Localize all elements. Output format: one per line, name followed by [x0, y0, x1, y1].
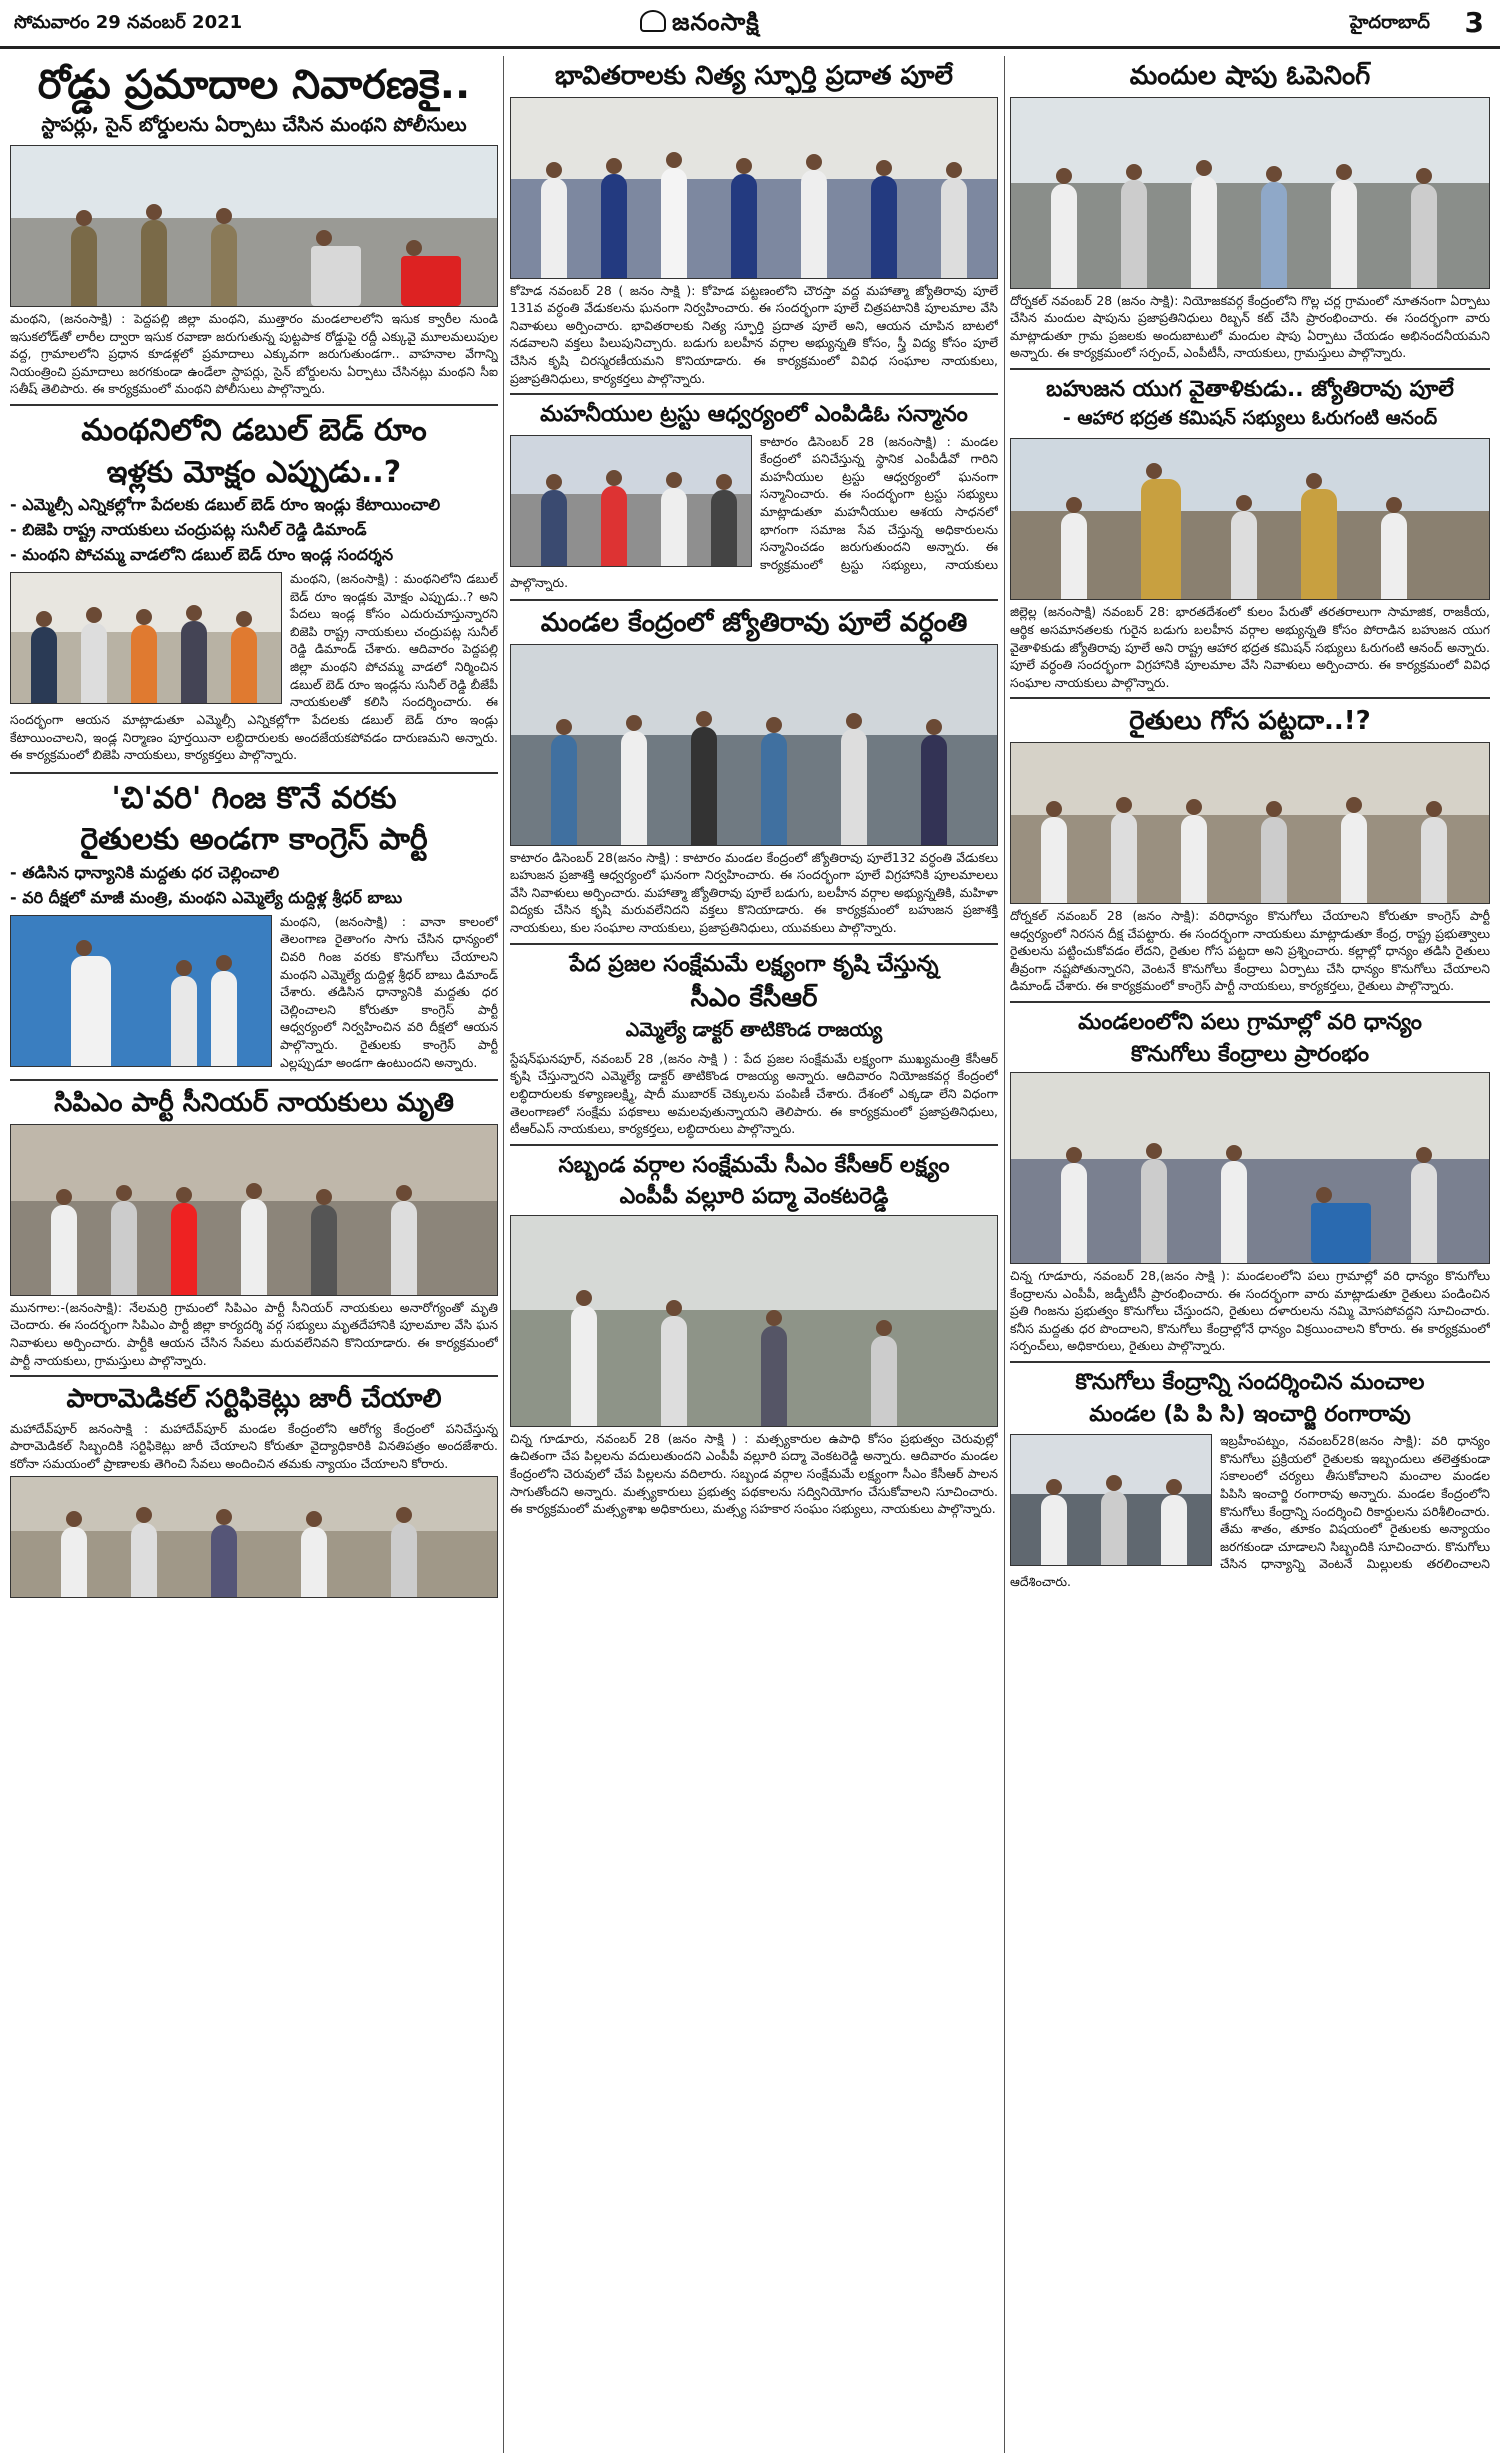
- article-body: చిన్న గూడూరు, నవంబర్‌ 28,(జనం సాక్షి ): మండలంలోని పలు గ్రామాల్లో వరి ధాన్యం కొనుగోలు కేంద్రాలను ఎంపీపీ, జడ్పీటీసీ ప్రారంభించారు. ఈ సందర్భంగా వారు మాట్లాడుతూ రైతులు పండించిన ప్రతి గింజను ప్రభుత్వం కొనుగోలు చేస్తుందని, రైతులు దళారులను నమ్మి మోసపోవద్దని సూచించారు. కనీస మద్దతు ధర పొందాలని, కొనుగోలు కేంద్రాల్లోనే ధాన్యం విక్రయించాలని కోరారు. ఈ కార్యక్రమంలో సర్పంచ్‌లు, అధికారులు, రైతులు పాల్గొన్నారు.: [1010, 1268, 1490, 1354]
- headline: మహనీయుల ట్రస్టు ఆధ్వర్యంలో ఎంపిడిఓ సన్మానం: [540, 402, 968, 428]
- divider: [1010, 697, 1490, 699]
- news-photo: [1010, 438, 1490, 600]
- headline: మంథనిలోని డబుల్‌ బెడ్‌ రూం: [81, 413, 427, 449]
- masthead: [0, 0, 1500, 49]
- article-body: దోర్నకల్‌ నవంబర్‌ 28 (జనం సాక్షి): నియోజకవర్గ కేంద్రంలోని గొల్ల చర్ల గ్రామంలో నూతనంగా ఏర్పాటు చేసిన మందుల షాపును ప్రజాప్రతినిధులు రిబ్బన్‌ కట్‌ చేసి ప్రారంభించారు. ఈ సందర్భంగా వారు మాట్లాడుతూ గ్రామ ప్రజలకు అందుబాటులో మందుల షాపు ఏర్పాటు చేయడం అభినందనీయమని అన్నారు. ఈ కార్యక్రమంలో సర్పంచ్‌, ఎంపీటీసీ, నాయకులు, గ్రామస్తులు పాల్గొన్నారు.: [1010, 292, 1490, 361]
- headline: 'చి'వరి' గింజ కొనే వరకు: [111, 780, 397, 816]
- headline: రోడ్డు ప్రమాదాల నివారణకై..: [37, 62, 471, 108]
- headline: సిపిఎం పార్టీ సీనియర్‌ నాయకులు మృతి: [54, 1088, 454, 1119]
- article-paramedical: [10, 1383, 498, 1597]
- divider: [1010, 1361, 1490, 1363]
- bullet: - తడిసిన ధాన్యానికి మద్దతు ధర చెల్లించాలి: [10, 862, 280, 882]
- news-photo: [1010, 1434, 1212, 1566]
- headline: మందుల షాపు ఓపెనింగ్‌: [1129, 61, 1371, 91]
- article-body: మంథని, (జనంసాక్షి) : పెద్దపల్లి జిల్లా మంథని, ముత్తారం మండలాలలోని ఇసుక క్వారీల నుండి ఇసుకలోడ్‌తో లారీల ద్వారా ఇసుక రవాణా జరుగుతున్న పుట్టపాక రోడ్డుపై రద్దీ ఎక్కువై మూలమలుపుల వద్ద, గ్రామాలలోని ప్రధాన కూడళ్లలో ప్రమాదాలు ఎక్కువగా జరుగుతుండగా.. వాహనాల వేగాన్ని నియంత్రించి ప్రమాదాలు జరగకుండా ఉండేలా స్టాపర్లు, సైన్‌ బోర్డులను ఏర్పాటు చేసినట్లు మంథని సీఐ సతీష్‌ తెలిపారు. ఈ కార్యక్రమంలో మంథని పోలీసులు పాల్గొన్నారు.: [10, 311, 498, 397]
- emblem-icon: [640, 10, 666, 32]
- headline: కొనుగోలు కేంద్రాలు ప్రారంభం: [1130, 1041, 1370, 1067]
- news-photo: [10, 915, 272, 1067]
- article-phule-death-anniversary: [510, 607, 998, 937]
- news-photo: [510, 435, 752, 567]
- subheadline: స్టాపర్లు, సైన్‌ బోర్డులను ఏర్పాటు చేసిన మంథని పోలీసులు: [41, 114, 467, 136]
- news-photo: [10, 1476, 498, 1598]
- news-photo: [510, 644, 998, 846]
- headline: పారామెడికల్‌ సర్టిఫికెట్లు జారీ చేయాలి: [66, 1384, 442, 1415]
- headline: మండలంలోని పలు గ్రామాల్లో వరి ధాన్యం: [1078, 1010, 1422, 1036]
- bullet: - ఎమ్మెల్సీ ఎన్నికల్లోగా పేదలకు డబుల్‌ బెడ్‌ రూం ఇండ్లు కేటాయించాలి: [10, 495, 441, 515]
- bullet: - వరి దీక్షలో మాజీ మంత్రి, మంథని ఎమ్మెల్యే దుద్దిళ్ల శ్రీధర్‌ బాబు: [10, 887, 403, 907]
- issue-date: సోమవారం 29 నవంబర్‌ 2021: [14, 12, 243, 33]
- column-3: [1010, 56, 1490, 2453]
- article-bahujan-phule: [1010, 376, 1490, 692]
- article-double-bedroom: [10, 412, 498, 766]
- bullet: - బిజెపి రాష్ట్ర నాయకులు చంద్రుపట్ల సునీల్‌ రెడ్డి డిమాండ్‌: [10, 520, 367, 540]
- article-body: జిల్లెల్ల (జనంసాక్షి) నవంబర్‌ 28: భారతదేశంలో కులం పేరుతో తరతరాలుగా సామాజిక, రాజకీయ, ఆర్థిక అసమానతలకు గురైన బడుగు బలహీన వర్గాల అభ్యున్నతి కోసం పోరాడిన బహుజన యుగ వైతాళికుడు జ్యోతిరావు పూలే అని రాష్ట్ర ఆహార భద్రత కమిషన్‌ సభ్యులు ఓరుగంటి ఆనంద్‌ అన్నారు. పూలే వర్ధంతి సందర్భంగా విగ్రహానికి పూలమాల వేసి నివాళులు అర్పించారు. ఈ కార్యక్రమంలో వివిధ సంఘాల నాయకులు పాల్గొన్నారు.: [1010, 604, 1490, 690]
- article-body: మహాదేవ్‌పూర్‌ జనంసాక్షి : మహాదేవ్‌పూర్‌ మండల కేంద్రంలోని ఆరోగ్య కేంద్రంలో పనిచేస్తున్న పారామెడికల్‌ సిబ్బందికి సర్టిఫికెట్లు జారీ చేయాలని కోరుతూ వైద్యాధికారికి వినతిపత్రం అందజేశారు. కరోనా సమయంలో ప్రాణాలకు తెగించి సేవలు అందించిన తమకు న్యాయం చేయాలని కోరారు.: [10, 1420, 498, 1471]
- subheadline: ఎమ్మెల్యే డాక్టర్‌ తాటికొండ రాజయ్య: [625, 1018, 883, 1041]
- divider: [510, 943, 998, 945]
- article-medical-shop: [1010, 60, 1490, 362]
- news-photo: [10, 1124, 498, 1296]
- divider: [10, 404, 498, 406]
- news-photo: [10, 572, 282, 704]
- divider: [1010, 368, 1490, 370]
- headline: రైతులు గోస పట్టదా..!?: [1129, 706, 1371, 737]
- divider: [510, 599, 998, 601]
- page-number: 3: [1464, 6, 1484, 39]
- article-body: ఇబ్రహీంపట్నం, నవంబర్‌28(జనం సాక్షి): వరి ధాన్యం కొనుగోలు ప్రక్రియలో రైతులకు ఇబ్బందులు తలెత్తకుండా సకాలంలో చర్యలు తీసుకోవాలని మంచాల మండల పిపిసి ఇంచార్జి రంగారావు అన్నారు. మండల కేంద్రంలోని కొనుగోలు కేంద్రాన్ని సందర్శించి రికార్డులను పరిశీలించారు. తేమ శాతం, తూకం విషయంలో రైతులకు అన్యాయం జరగకుండా చూడాలని సిబ్బందికి సూచించారు. కొనుగోలు చేసిన ధాన్యాన్ని వెంటనే మిల్లులకు తరలించాలని ఆదేశించారు.: [1010, 1433, 1490, 1589]
- article-body: చిన్న గూడూరు, నవంబర్‌ 28 (జనం సాక్షి ) : మత్స్యకారుల ఉపాధి కోసం ప్రభుత్వం చెరువుల్లో ఉచితంగా చేప పిల్లలను వదులుతుందని ఎంపీపీ వల్లూరి పద్మా వెంకటరెడ్డి అన్నారు. ఆదివారం మండల కేంద్రంలోని చెరువులో చేప పిల్లలను వదిలారు. సబ్బండ వర్గాల సంక్షేమమే లక్ష్యంగా సీఎం కేసీఆర్‌ పాలన సాగుతోందని అన్నారు. మత్స్యకారులు ప్రభుత్వ పథకాలను సద్వినియోగం చేసుకోవాలని సూచించారు. ఈ కార్యక్రమంలో మత్స్యశాఖ అధికారులు, మత్స్య సహకార సంఘం సభ్యులు, నాయకులు పాల్గొన్నారు.: [510, 1430, 998, 1517]
- article-cm-welfare: [510, 951, 998, 1138]
- headline: పేద ప్రజల సంక్షేమమే లక్ష్యంగా కృషి చేస్తున్న: [569, 951, 939, 977]
- article-body: కాటారం డిసెంబర్‌ 28(జనం సాక్షి) : కాటారం మండల కేంద్రంలో జ్యోతిరావు పూలే132 వర్ధంతి వేడుకలు బహుజన ప్రజాశక్తి ఆధ్వర్యంలో ఘనంగా నిర్వహించారు. ఈ సందర్భంగా పూలే విగ్రహానికి పూలమాలలు వేసి నివాళులు అర్పించారు. మహాత్మా జ్యోతిరావు పూలే బడుగు, బలహీన వర్గాల అభ్యున్నతికి, మహిళా విద్యకు చేసిన కృషి మరువలేనిదని వక్తలు కొనియాడారు. ఈ కార్యక్రమంలో బహుజన ప్రజాశక్తి నాయకులు, కుల సంఘాల నాయకులు, ప్రజాప్రతినిధులు, యువకులు పాల్గొన్నారు.: [510, 849, 998, 936]
- column-divider: [503, 56, 504, 2453]
- newspaper-logo: [640, 8, 760, 42]
- headline: మండల కేంద్రంలో జ్యోతిరావు పూలే వర్ధంతి: [540, 608, 968, 639]
- headline: సబ్బండ వర్గాల సంక్షేమమే సీఎం కేసీఆర్‌ లక్ష్యం: [558, 1152, 950, 1178]
- divider: [10, 1375, 498, 1377]
- news-photo: [10, 145, 498, 307]
- article-body: కోహెడ నవంబర్‌ 28 ( జనం సాక్షి ): కోహెడ పట్టణంలోని చౌరస్తా వద్ద మహాత్మా జ్యోతిరావు పూలే 131వ వర్ధంతి వేడుకలను ఘనంగా నిర్వహించారు. ఈ సందర్భంగా పూలే చిత్రపటానికి పూలమాల వేసి నివాళులు అర్పించారు. భావితరాలకు నిత్య స్ఫూర్తి ప్రదాత పూలే అని, ఆయన చూపిన బాటలో నడవాలని వక్తలు పిలుపునిచ్చారు. బడుగు బలహీన వర్గాల అభ్యున్నతి కోసం, స్త్రీ విద్య కోసం పూలే చేసిన కృషి చిరస్మరణీయమని కొనియాడారు. ఈ కార్యక్రమంలో వివిధ సంఘాల నాయకులు, ప్రజాప్రతినిధులు, కార్యకర్తలు పాల్గొన్నారు.: [510, 282, 998, 386]
- article-trust-honor: [510, 401, 998, 593]
- divider: [10, 772, 498, 774]
- news-photo: [1010, 1072, 1490, 1264]
- headline: రైతులకు అండగా కాంగ్రెస్‌ పార్టీ: [80, 822, 428, 858]
- newspaper-name: జనంసాక్షి: [672, 8, 760, 36]
- edition-city: హైదరాబాద్‌: [1349, 12, 1430, 33]
- divider: [10, 1079, 498, 1081]
- subheadline: - ఆహార భద్రత కమిషన్‌ సభ్యులు ఓరుగంటి ఆనంద్‌: [1062, 407, 1438, 430]
- article-phule-inspiration: [510, 60, 998, 387]
- article-procurement-centres: [1010, 1009, 1490, 1355]
- article-ppc-inspection: [1010, 1369, 1490, 1592]
- bullet: - మంథని పోచమ్మ వాడలోని డబుల్‌ బెడ్‌ రూం ఇండ్ల సందర్శన: [10, 545, 394, 565]
- news-photo: [1010, 742, 1490, 904]
- article-mpp-fish: [510, 1152, 998, 1518]
- column-1: [10, 56, 498, 2453]
- article-body: మంథని, (జనంసాక్షి) : వానా కాలంలో తెలంగాణ రైతాంగం సాగు చేసిన ధాన్యంలో చివరి గింజ వరకు కొనుగోలు చేయాలని మంథని ఎమ్మెల్యే దుద్దిళ్ల శ్రీధర్‌ బాబు డిమాండ్‌ చేశారు. తడిసిన ధాన్యానికి మద్దతు ధర చెల్లించాలని కోరుతూ కాంగ్రెస్‌ పార్టీ ఆధ్వర్యంలో నిర్వహించిన వరి దీక్షలో ఆయన పాల్గొన్నారు. రైతులకు కాంగ్రెస్‌ పార్టీ ఎల్లప్పుడూ అండగా ఉంటుందని అన్నారు.: [280, 913, 498, 1070]
- headline: సీఎం కేసీఆర్‌: [690, 983, 818, 1014]
- news-photo: [1010, 97, 1490, 289]
- headline: ఎంపీపీ వల్లూరి పద్మా వెంకటరెడ్డి: [619, 1184, 889, 1210]
- article-body: మంథని, (జనంసాక్షి) : మంథనిలోని డబుల్‌ బెడ్‌ రూం ఇండ్లకు మోక్షం ఎప్పుడు..? అని పేదలు ఇండ్ల కోసం ఎదురుచూస్తున్నారని బిజెపి రాష్ట్ర నాయకులు చంద్రుపట్ల సునీల్‌ రెడ్డి డిమాండ్‌ చేశారు. ఆదివారం పెద్దపల్లి జిల్లా మంథని పోచమ్మ వాడలో నిర్మించిన డబుల్‌ బెడ్‌ రూం ఇండ్లను సునీల్‌ రెడ్డి బీజేపీ నాయకులతో కలిసి సందర్శించారు. ఈ సందర్భంగా ఆయన మాట్లాడుతూ ఎమ్మెల్సీ ఎన్నికల్లోగా పేదలకు డబుల్‌ బెడ్‌ రూం ఇండ్లు కేటాయించాలని, ఇండ్ల నిర్మాణం పూర్తయినా లబ్ధిదారులకు అందజేయకపోవడం దారుణమని అన్నారు. ఈ కార్యక్రమంలో బిజెపి నాయకులు, కార్యకర్తలు పాల్గొన్నారు.: [10, 571, 498, 763]
- news-photo: [510, 1215, 998, 1427]
- divider: [1010, 1001, 1490, 1003]
- headline: మండల (పి పి సి) ఇంచార్జి రంగారావు: [1089, 1401, 1411, 1427]
- article-congress-farmers: [10, 780, 498, 1073]
- column-divider: [1004, 56, 1005, 2453]
- article-farmers-plight: [1010, 705, 1490, 995]
- article-body: స్టేషన్‌ఘనపూర్‌, నవంబర్‌ 28 ,(జనం సాక్షి ) : పేద ప్రజల సంక్షేమమే లక్ష్యంగా ముఖ్యమంత్రి కేసీఆర్‌ కృషి చేస్తున్నారని ఎమ్మెల్యే డాక్టర్‌ తాటికొండ రాజయ్య అన్నారు. ఆదివారం నియోజకవర్గ కేంద్రంలో లబ్ధిదారులకు కళ్యాణలక్ష్మి, షాదీ ముబారక్‌ చెక్కులను పంపిణీ చేశారు. దేశంలో ఎక్కడా లేని విధంగా తెలంగాణలో సంక్షేమ పథకాలు అమలవుతున్నాయని తెలిపారు. ఈ కార్యక్రమంలో ప్రజాప్రతినిధులు, టీఆర్‌ఎస్‌ నాయకులు, కార్యకర్తలు, లబ్ధిదారులు పాల్గొన్నారు.: [510, 1050, 998, 1137]
- headline: భావితరాలకు నిత్య స్ఫూర్తి ప్రదాత పూలే: [555, 61, 953, 91]
- headline: బహుజన యుగ వైతాళికుడు.. జ్యోతిరావు పూలే: [1046, 376, 1454, 402]
- article-body: మునగాల:-(జనంసాక్షి): నేలమర్రి గ్రామంలో సిపిఎం పార్టీ సీనియర్‌ నాయకులు అనారోగ్యంతో మృతి చెందారు. ఈ సందర్భంగా సిపిఎం పార్టీ జిల్లా కార్యదర్శి వర్గ సభ్యులు మృతదేహానికి పూలమాల వేసి ఘన నివాళులు అర్పించారు. పార్టీకి ఆయన చేసిన సేవలు మరువలేనివని కొనియాడారు. ఈ కార్యక్రమంలో పార్టీ నాయకులు, గ్రామస్తులు పాల్గొన్నారు.: [10, 1299, 498, 1368]
- divider: [510, 1144, 998, 1146]
- headline: ఇళ్లకు మోక్షం ఎప్పుడు..?: [106, 454, 402, 490]
- divider: [510, 393, 998, 395]
- article-body: దోర్నకల్‌ నవంబర్‌ 28 (జనం సాక్షి): వరిధాన్యం కొనుగోలు చేయాలని కోరుతూ కాంగ్రెస్‌ పార్టీ ఆధ్వర్యంలో నిరసన దీక్ష చేపట్టారు. ఈ సందర్భంగా నాయకులు మాట్లాడుతూ కేంద్ర, రాష్ట్ర ప్రభుత్వాలు రైతులను పట్టించుకోవడం లేదని, రైతుల గోస పట్టదా అని ప్రశ్నించారు. కల్లాల్లో ధాన్యం తడిసి రైతులు తీవ్రంగా నష్టపోతున్నారని, వెంటనే కొనుగోలు కేంద్రాలు ఏర్పాటు చేసి ధాన్యం కొనుగోలు చేయాలని డిమాండ్‌ చేశారు. ఈ కార్యక్రమంలో కాంగ్రెస్‌ పార్టీ నాయకులు, కార్యకర్తలు, రైతులు పాల్గొన్నారు.: [1010, 907, 1490, 994]
- article-body: కాటారం డిసెంబర్‌ 28 (జనంసాక్షి) : మండల కేంద్రంలో పనిచేస్తున్న స్థానిక ఎంపీడీవో గారిని మహనీయుల ట్రస్టు ఆధ్వర్యంలో ఘనంగా సన్మానించారు. ఈ సందర్భంగా ట్రస్టు సభ్యులు మాట్లాడుతూ మహనీయుల ఆశయ సాధనలో భాగంగా సమాజ సేవ చేస్తున్న అధికారులను సన్మానించడం జరుగుతుందని అన్నారు. ఈ కార్యక్రమంలో ట్రస్టు సభ్యులు, నాయకులు పాల్గొన్నారు.: [510, 433, 998, 590]
- headline: కొనుగోలు కేంద్రాన్ని సందర్శించిన మంచాల: [1075, 1370, 1425, 1396]
- article-cpm-leader: [10, 1087, 498, 1369]
- news-photo: [510, 97, 998, 279]
- article-road-safety: [10, 60, 498, 398]
- column-2: [510, 56, 998, 2453]
